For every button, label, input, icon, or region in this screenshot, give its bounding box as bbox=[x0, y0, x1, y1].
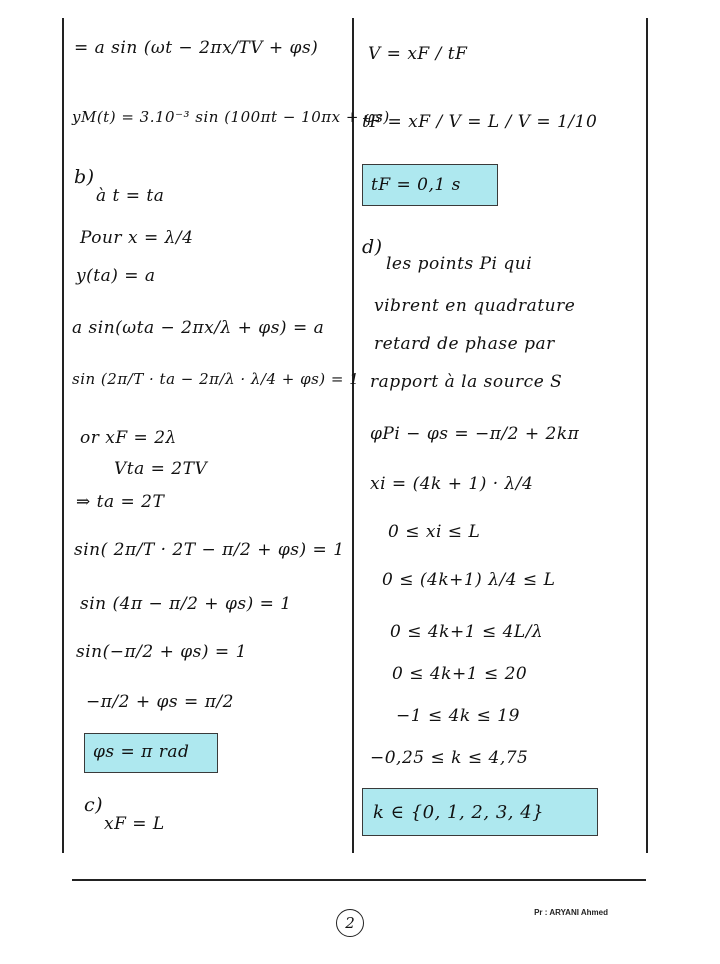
b-line-2: Pour x = λ/4 bbox=[80, 228, 194, 248]
d-text-1: les points Pi qui bbox=[386, 254, 533, 274]
b-line-8: ⇒ ta = 2T bbox=[76, 492, 165, 512]
part-d-label: d) bbox=[362, 236, 383, 258]
time-equation: tF = xF / V = L / V = 1/10 bbox=[362, 112, 598, 132]
part-b-label: b) bbox=[74, 166, 95, 188]
author-credit: Pr : ARYANI Ahmed bbox=[534, 908, 608, 917]
time-result: tF = 0,1 s bbox=[371, 175, 461, 195]
b-line-3: y(ta) = a bbox=[76, 266, 156, 286]
footer-rule bbox=[72, 879, 646, 881]
d-line-5: 0 ≤ 4k+1 ≤ 4L/λ bbox=[390, 622, 544, 642]
d-line-7: −1 ≤ 4k ≤ 19 bbox=[396, 706, 520, 726]
d-line-4: 0 ≤ (4k+1) λ/4 ≤ L bbox=[382, 570, 556, 590]
c-line-1: xF = L bbox=[104, 814, 165, 834]
b-line-4: a sin(ωta − 2πx/λ + φs) = a bbox=[72, 318, 325, 338]
page-number: 2 bbox=[336, 909, 364, 937]
velocity-equation: V = xF / tF bbox=[368, 44, 468, 64]
k-result-box bbox=[362, 788, 598, 836]
d-line-1: φPi − φs = −π/2 + 2kπ bbox=[370, 424, 580, 444]
d-line-8: −0,25 ≤ k ≤ 4,75 bbox=[370, 748, 529, 768]
d-text-3: retard de phase par bbox=[374, 334, 555, 354]
b-line-9: sin( 2π/T · 2T − π/2 + φs) = 1 bbox=[74, 540, 345, 560]
b-line-11: sin(−π/2 + φs) = 1 bbox=[76, 642, 247, 662]
b-line-12: −π/2 + φs = π/2 bbox=[86, 692, 234, 712]
phase-result-box bbox=[84, 733, 218, 773]
equation-yM: yM(t) = 3.10⁻³ sin (100πt − 10πx + φs) bbox=[72, 108, 390, 126]
b-line-6: or xF = 2λ bbox=[80, 428, 177, 448]
part-c-label: c) bbox=[84, 794, 104, 816]
d-line-6: 0 ≤ 4k+1 ≤ 20 bbox=[392, 664, 528, 684]
d-line-2: xi = (4k + 1) · λ/4 bbox=[370, 474, 534, 494]
d-text-4: rapport à la source S bbox=[370, 372, 563, 392]
b-line-7: Vta = 2TV bbox=[114, 459, 208, 479]
left-border bbox=[62, 18, 64, 853]
d-text-2: vibrent en quadrature bbox=[374, 296, 576, 316]
b-line-1: à t = ta bbox=[96, 186, 165, 206]
d-line-3: 0 ≤ xi ≤ L bbox=[388, 522, 481, 542]
phase-result: φs = π rad bbox=[93, 742, 190, 762]
equation-phase: = a sin (ωt − 2πx/TV + φs) bbox=[74, 38, 319, 58]
k-result: k ∈ {0, 1, 2, 3, 4} bbox=[373, 802, 545, 823]
column-divider bbox=[352, 18, 354, 853]
b-line-10: sin (4π − π/2 + φs) = 1 bbox=[80, 594, 292, 614]
right-border bbox=[646, 18, 648, 853]
b-line-5: sin (2π/T · ta − 2π/λ · λ/4 + φs) = 1 bbox=[72, 370, 360, 388]
time-result-box bbox=[362, 164, 498, 206]
